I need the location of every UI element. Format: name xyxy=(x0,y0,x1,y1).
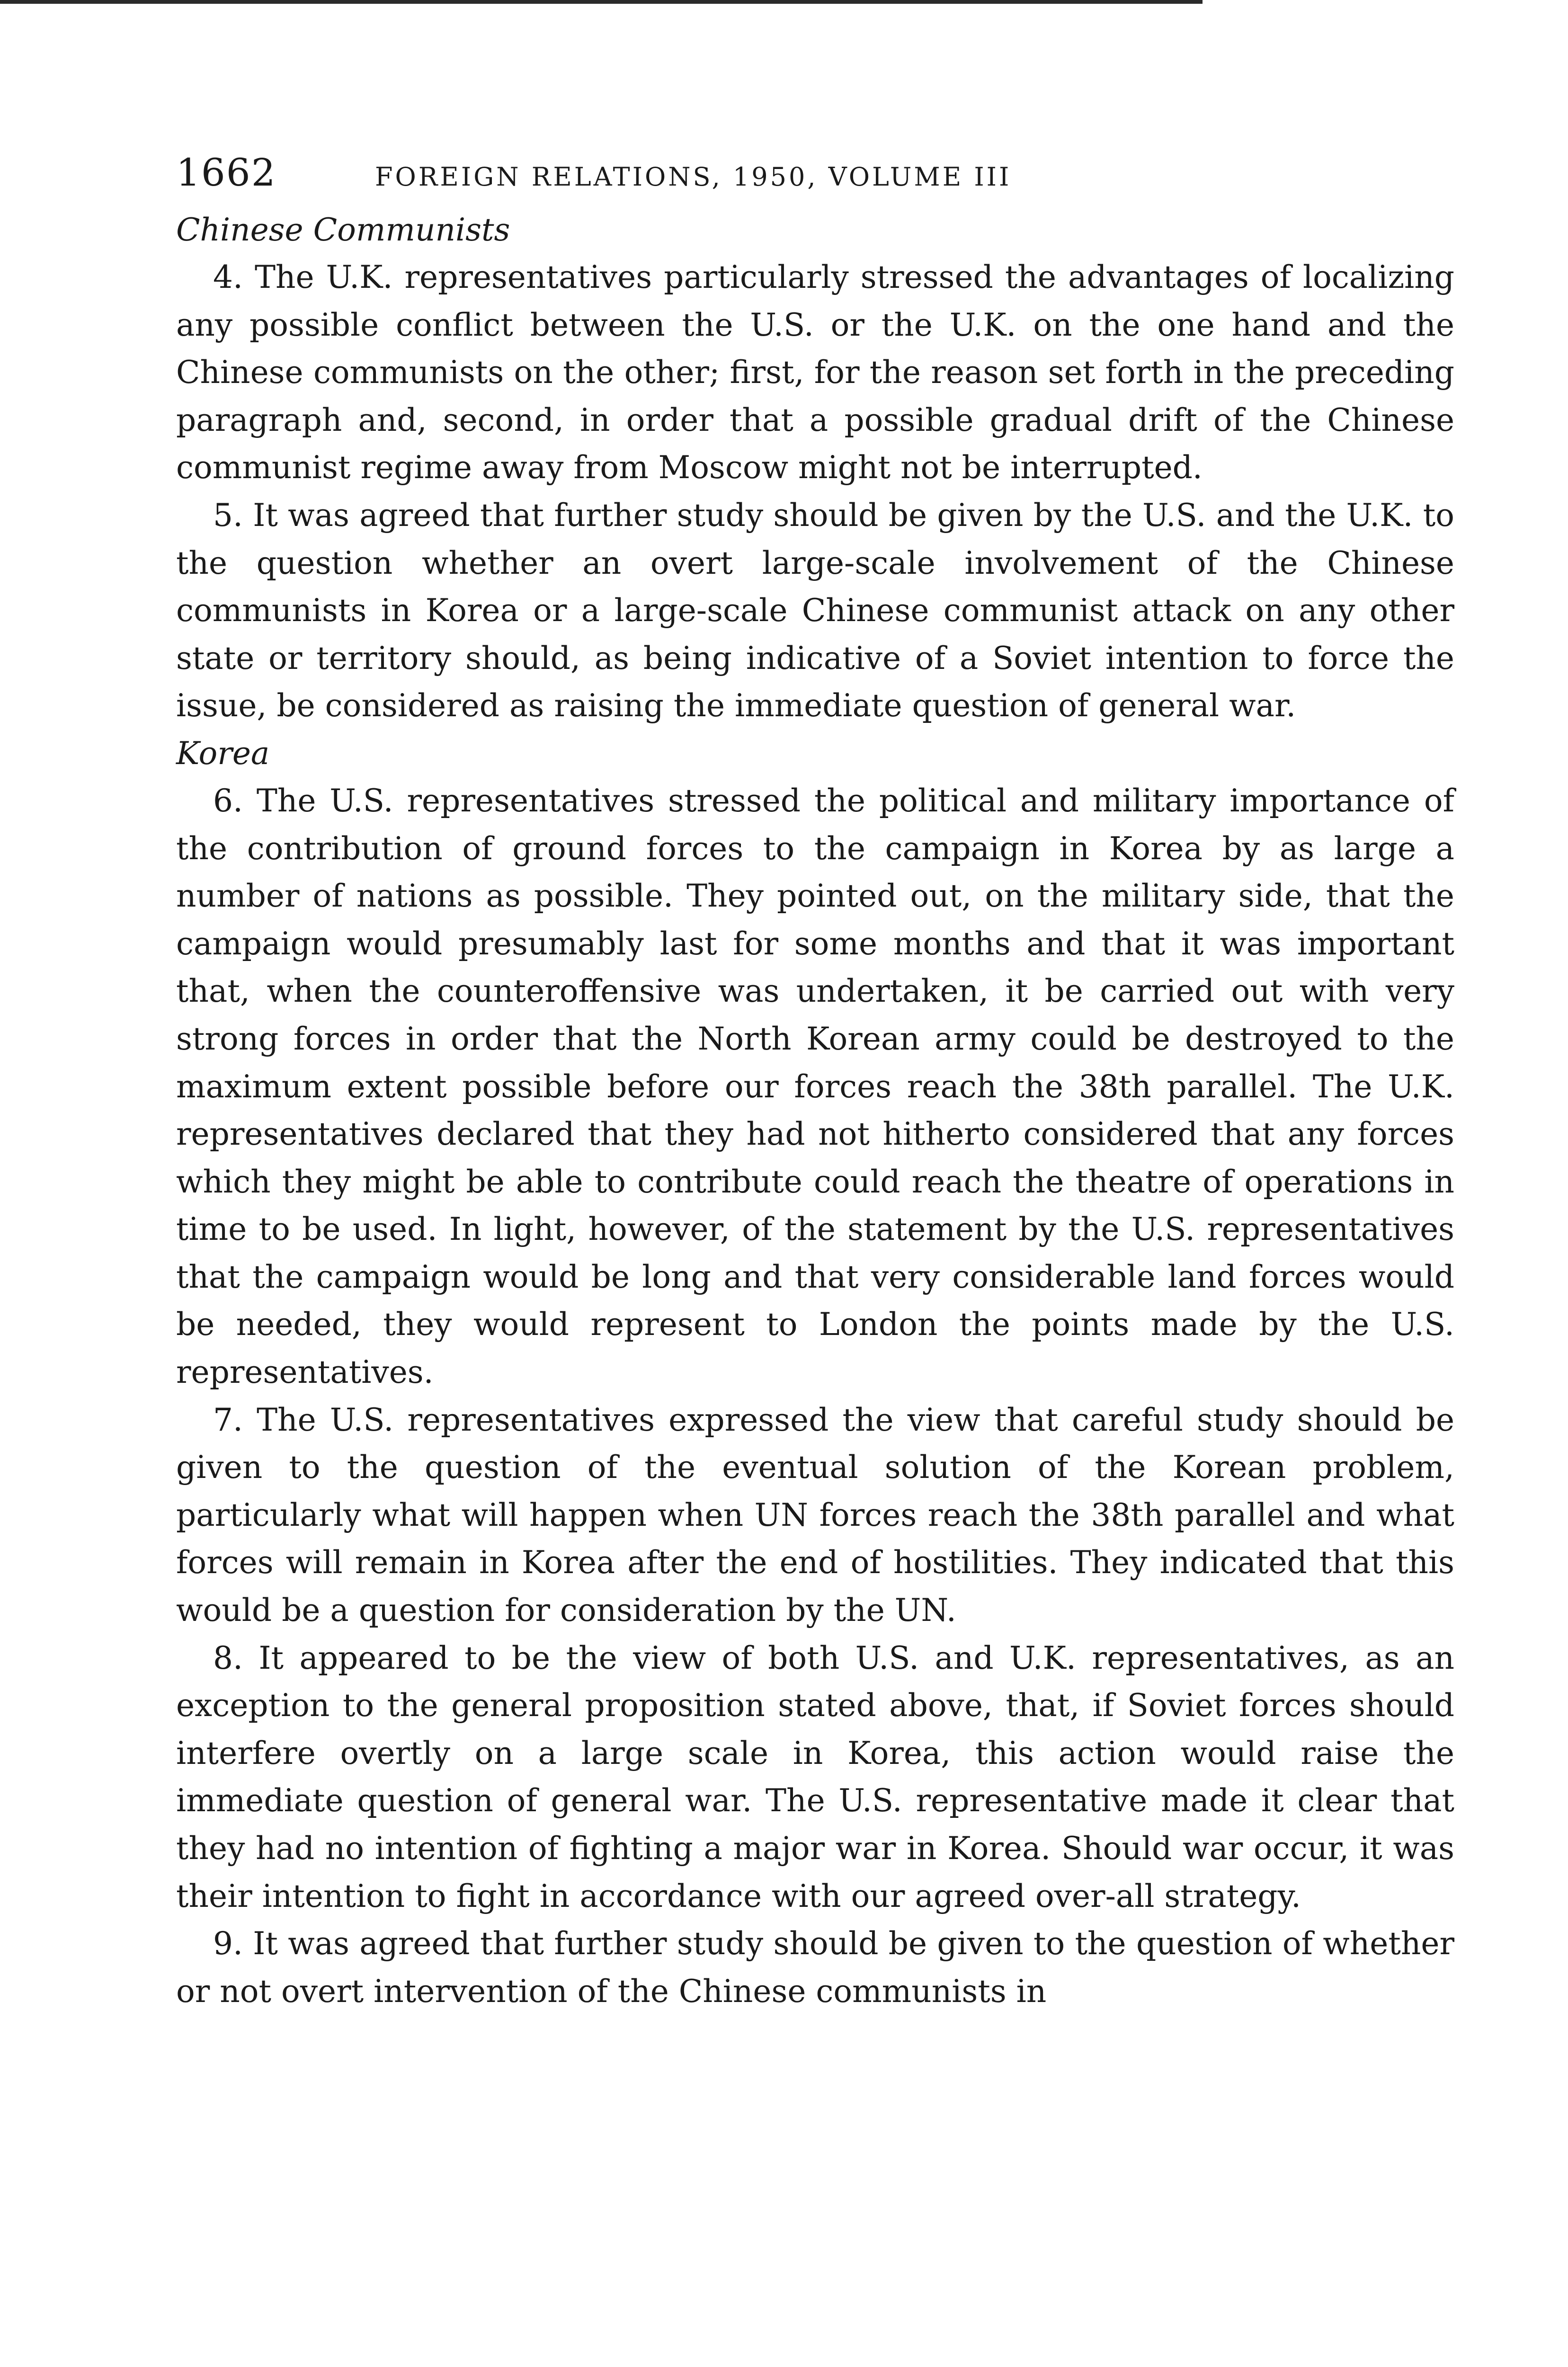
paragraph-5: 5. It was agreed that further study should be given by the U.S. and the U.K. to the question whether an overt large-scale involvement of the Chinese communists in Korea or a large-scale Chinese communist attack on any other state or territory should, as being indicative of a Soviet intention to force the issue, be considered as raising the immediate question of general war. xyxy=(176,497,1454,724)
section-heading-chinese-communists: Chinese Communists xyxy=(176,212,510,248)
paragraph-8: 8. It appeared to be the view of both U.S. and U.K. representatives, as an exception to the general proposition stated above, that, if Soviet forces should interfere overtly on a large scale in Korea, this action would raise the immediate question of general war. The U.S. representative made it clear that they had no intention of fighting a major war in Korea. Should war occur, it was their intention to fight in accordance with our agreed over-all strategy. xyxy=(176,1639,1454,1914)
document-page xyxy=(176,151,1454,2015)
section-heading-korea: Korea xyxy=(176,735,270,772)
paragraph-7: 7. The U.S. representatives expressed the view that careful study should be given to the question of the eventual solution of the Korean problem, particularly what will happen when UN forces reach the 38th parallel and what forces will remain in Korea after the end of hostilities. They indicated that this would be a question for consideration by the UN. xyxy=(176,1401,1454,1629)
paragraph-4: 4. The U.K. representatives particularly stressed the advantages of localizing any possible conflict between the U.S. or the U.K. on the one hand and the Chinese communists on the other; first, for the reason set forth in the preceding paragraph and, second, in order that a possible gradual drift of the Chinese communist regime away from Moscow might not be interrupted. xyxy=(176,259,1454,486)
page-number: 1662 xyxy=(176,151,276,195)
running-title: FOREIGN RELATIONS, 1950, VOLUME III xyxy=(375,162,1012,192)
top-edge-rule xyxy=(0,0,1203,4)
running-header xyxy=(176,151,1454,203)
paragraph-9: 9. It was agreed that further study should be given to the question of whether or not overt intervention of the Chinese communists in xyxy=(176,1925,1454,2010)
document-body xyxy=(176,206,1454,2015)
paragraph-6: 6. The U.S. representatives stressed the political and military importance of the contribution of ground forces to the campaign in Korea by as large a number of nations as possible. They pointed out, on the military side, that the campaign would presumably last for some months and that it was important that, when the counteroffensive was undertaken, it be carried out with very strong forces in order that the North Korean army could be destroyed to the maximum extent possible before our forces reach the 38th parallel. The U.K. representatives declared that they had not hitherto considered that any forces which they might be able to contribute could reach the theatre of operations in time to be used. In light, however, of the statement by the U.S. representatives that the campaign would be long and that very considerable land forces would be needed, they would represent to London the points made by the U.S. representatives. xyxy=(176,782,1454,1391)
